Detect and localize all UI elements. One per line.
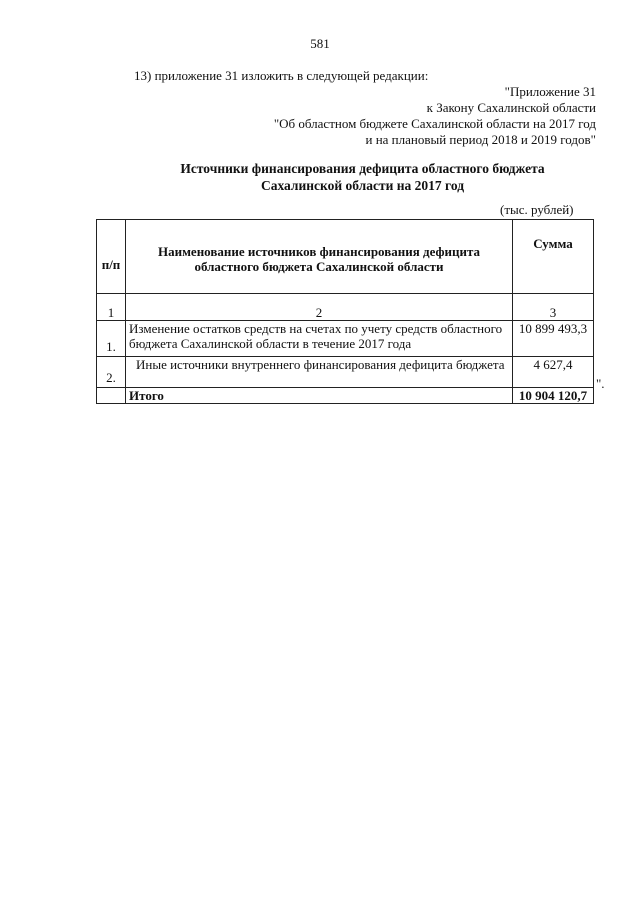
- row-amount: 4 627,4: [513, 357, 594, 388]
- page-number: 581: [310, 36, 330, 51]
- title-line: Сахалинской области на 2017 год: [260, 178, 465, 193]
- appendix-line: и на плановый период 2018 и 2019 годов": [365, 132, 596, 147]
- units-label: (тыс. рублей): [500, 202, 574, 217]
- appendix-line: "Об областном бюджете Сахалинской области на 2017 год: [273, 116, 596, 131]
- column-number-row: [97, 294, 594, 321]
- row-number: 2.: [97, 357, 126, 388]
- total-label: Итого: [126, 388, 513, 404]
- title-line: Источники финансирования дефицита областного бюджета: [180, 161, 545, 176]
- row-amount: 10 899 493,3: [513, 321, 594, 357]
- total-row: [97, 388, 594, 404]
- row-name-line: бюджета Сахалинской области в течение 2017 года: [129, 336, 412, 351]
- appendix-line: к Закону Сахалинской области: [426, 100, 596, 115]
- total-amount: 10 904 120,7: [513, 388, 594, 404]
- header-name: [126, 220, 513, 294]
- row-name: Иные источники внутреннего финансирования дефицита бюджета: [126, 357, 513, 388]
- row-name-line: Изменение остатков средств на счетах по учету средств областного: [129, 321, 503, 336]
- table-row: [97, 357, 594, 388]
- table-header-row: [97, 220, 594, 294]
- header-name-line: областного бюджета Сахалинской области: [194, 258, 444, 274]
- intro-text: 13) приложение 31 изложить в следующей редакции:: [134, 68, 429, 83]
- header-sum: Сумма: [513, 220, 594, 294]
- appendix-line: "Приложение 31: [504, 84, 596, 99]
- column-number: 1: [97, 294, 126, 321]
- document-title: [0, 160, 640, 194]
- column-number: 2: [126, 294, 513, 321]
- table-row: [97, 321, 594, 357]
- total-num-cell: [97, 388, 126, 404]
- column-number: 3: [513, 294, 594, 321]
- header-num: п/п: [97, 220, 126, 294]
- row-name: [126, 321, 513, 357]
- header-name-line: Наименование источников финансирования дефицита: [157, 243, 481, 259]
- financing-sources-table: [96, 219, 594, 404]
- appendix-header: [274, 84, 596, 148]
- closing-quote-mark: ".: [596, 376, 605, 391]
- row-number: 1.: [97, 321, 126, 357]
